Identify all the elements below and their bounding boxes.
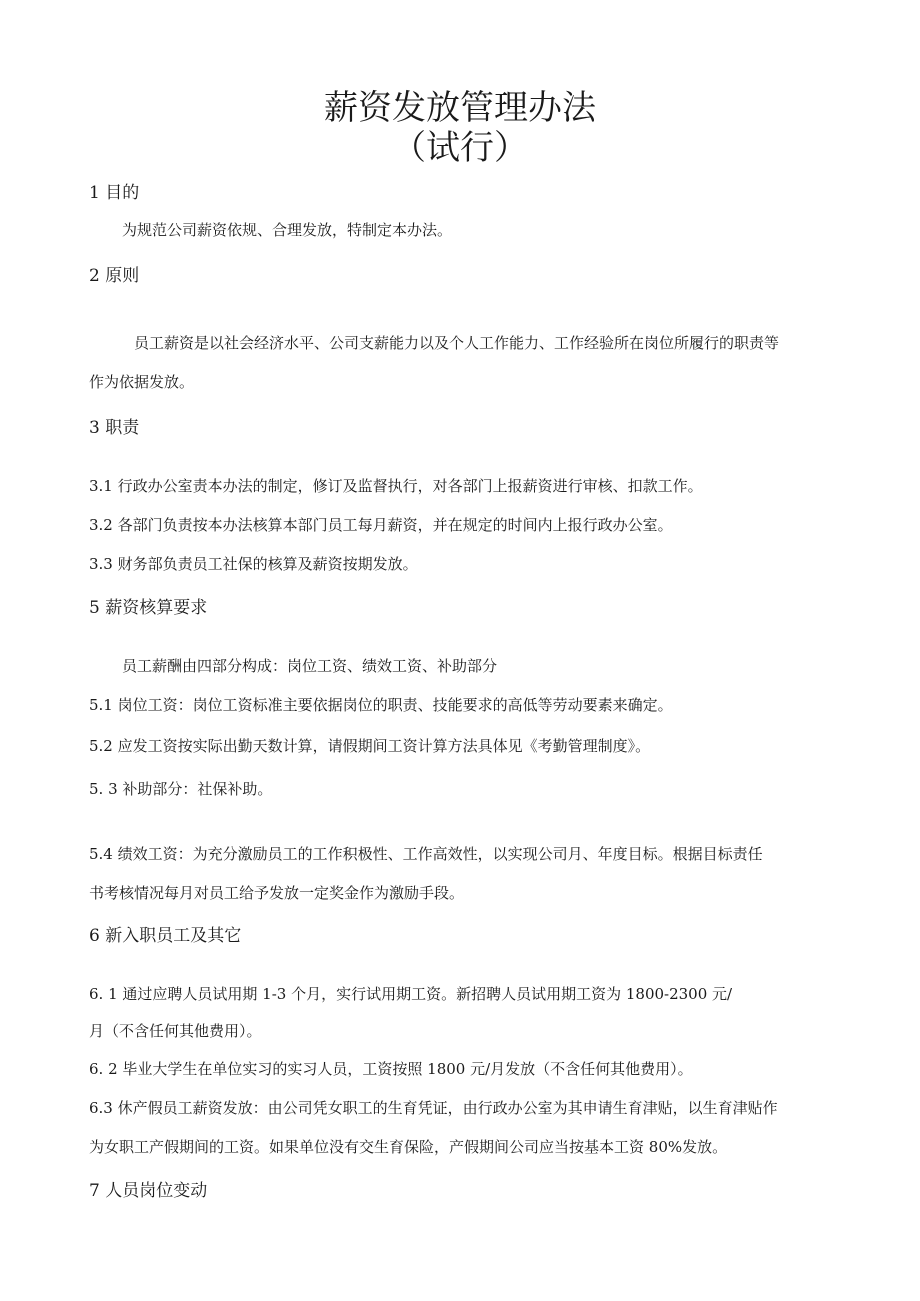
section-2-paragraph-line-2: 作为依据发放。	[89, 373, 195, 391]
section-6-1-line-2: 月（不含任何其他费用）。	[89, 1022, 262, 1040]
section-6-3-line-2: 为女职工产假期间的工资。如果单位没有交生育保险，产假期间公司应当按基本工资 80%发放。	[89, 1138, 728, 1156]
section-3-heading: 3 职责	[89, 418, 140, 438]
document-title: 薪资发放管理办法	[324, 88, 596, 128]
section-3-3: 3.3 财务部负责员工社保的核算及薪资按期发放。	[89, 555, 418, 573]
section-1-heading: 1 目的	[89, 183, 140, 203]
section-6-heading: 6 新入职员工及其它	[89, 926, 242, 946]
section-6-1-line-1: 6. 1 通过应聘人员试用期 1-3 个月，实行试用期工资。新招聘人员试用期工资为 1800-2300 元/	[89, 985, 733, 1003]
section-3-2: 3.2 各部门负责按本办法核算本部门员工每月薪资，并在规定的时间内上报行政办公室。	[89, 516, 673, 534]
section-5-3: 5. 3 补助部分：社保补助。	[89, 780, 273, 798]
section-2-paragraph-line-1: 员工薪资是以社会经济水平、公司支薪能力以及个人工作能力、工作经验所在岗位所履行的职责等	[134, 334, 780, 352]
section-6-2: 6. 2 毕业大学生在单位实习的实习人员，工资按照 1800 元/月发放（不含任何其他费用）。	[89, 1060, 693, 1078]
section-5-intro: 员工薪酬由四部分构成：岗位工资、绩效工资、补助部分	[122, 657, 498, 675]
section-6-3-line-1: 6.3 休产假员工薪资发放：由公司凭女职工的生育凭证，由行政办公室为其申请生育津贴，以生育津贴作	[89, 1099, 778, 1117]
section-1-paragraph: 为规范公司薪资依规、合理发放，特制定本办法。	[122, 221, 453, 239]
document-subtitle: （试行）	[392, 128, 528, 168]
section-5-heading: 5 薪资核算要求	[89, 598, 208, 618]
section-5-1: 5.1 岗位工资：岗位工资标准主要依据岗位的职责、技能要求的高低等劳动要素来确定。	[89, 696, 673, 714]
section-7-heading: 7 人员岗位变动	[89, 1181, 208, 1201]
section-5-2: 5.2 应发工资按实际出勤天数计算，请假期间工资计算方法具体见《考勤管理制度》。	[89, 737, 651, 755]
section-3-1: 3.1 行政办公室责本办法的制定，修订及监督执行，对各部门上报薪资进行审核、扣款工作。	[89, 477, 703, 495]
section-5-4-line-1: 5.4 绩效工资：为充分激励员工的工作积极性、工作高效性，以实现公司月、年度目标。根据目标责任	[89, 845, 763, 863]
section-2-heading: 2 原则	[89, 266, 140, 286]
section-5-4-line-2: 书考核情况每月对员工给予发放一定奖金作为激励手段。	[89, 884, 465, 902]
